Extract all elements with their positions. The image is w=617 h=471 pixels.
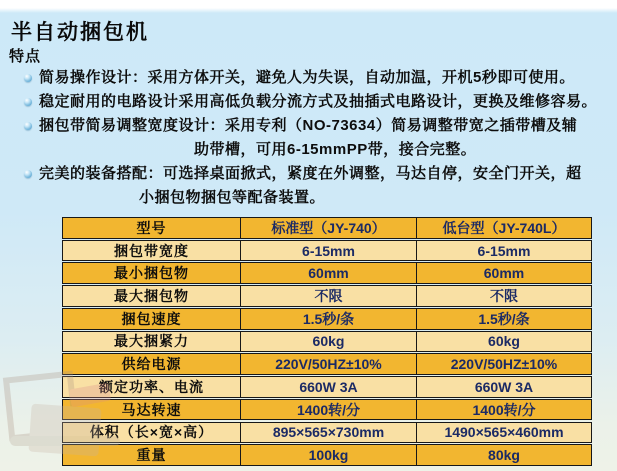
- value-cell: 60kg: [240, 332, 416, 352]
- header-cell-low-table-type: 低台型（JY-740L）: [416, 218, 591, 238]
- row-label-cell: 最小捆包物: [114, 265, 189, 282]
- table-row: [62, 422, 592, 444]
- value-cell: 895×565×730mm: [240, 423, 416, 443]
- table-row: [62, 240, 592, 262]
- feature-item: [24, 66, 604, 90]
- value-cell: 1400转/分: [240, 400, 416, 420]
- value-cell: 1400转/分: [416, 400, 591, 420]
- row-label-cell: 体积（长×宽×高）: [89, 424, 214, 441]
- row-label-cell: 最大捆紧力: [114, 333, 189, 350]
- table-row: [62, 285, 592, 307]
- feature-item: [24, 162, 604, 210]
- table-header-row: [62, 217, 592, 239]
- feature-item: [24, 114, 604, 162]
- table-row: [62, 399, 592, 421]
- bullet-dot-icon: [24, 122, 32, 130]
- value-cell: 220V/50HZ±10%: [416, 354, 591, 374]
- table-row: [62, 262, 592, 284]
- value-cell: 60mm: [240, 263, 416, 283]
- feature-line: 稳定耐用的电路设计采用高低负载分流方式及抽插式电路设计，更换及维修容易。: [39, 93, 598, 110]
- table-row: [62, 353, 592, 375]
- table-row: [62, 376, 592, 398]
- bullet-dot-icon: [24, 74, 32, 82]
- feature-item: [24, 90, 604, 114]
- value-cell: 1.5秒/条: [416, 309, 591, 329]
- bullet-dot-icon: [24, 170, 32, 178]
- value-cell: 60kg: [416, 332, 591, 352]
- value-cell: 6-15mm: [416, 241, 591, 261]
- header-cell-standard-type: 标准型（JY-740）: [240, 218, 416, 238]
- feature-line: 助带槽，可用6-15mmPP带，接合完整。: [194, 141, 477, 158]
- spec-table: [62, 217, 592, 466]
- row-label-cell: 供给电源: [121, 356, 182, 373]
- feature-list: [24, 66, 604, 210]
- value-cell: 6-15mm: [240, 241, 416, 261]
- feature-line: 捆包带简易调整宽度设计：采用专利（NO-73634）简易调整带宽之插带槽及辅: [39, 117, 578, 134]
- feature-line: 完美的装备搭配：可选择桌面掀式，紧度在外调整，马达自停，安全门开关，超: [39, 165, 582, 182]
- value-cell: 1490×565×460mm: [416, 423, 591, 443]
- features-heading: 特点: [9, 48, 42, 65]
- feature-line: 小捆包物捆包等配备装置。: [139, 189, 326, 206]
- value-cell: 220V/50HZ±10%: [240, 354, 416, 374]
- bullet-dot-icon: [24, 98, 32, 106]
- row-label-cell: 捆包速度: [121, 310, 182, 327]
- value-cell: 60mm: [416, 263, 591, 283]
- table-row: [62, 444, 592, 466]
- value-cell: 660W 3A: [416, 377, 591, 397]
- feature-line: 简易操作设计：采用方体开关，避免人为失误，自动加温，开机5秒即可使用。: [39, 69, 575, 86]
- row-label-cell: 重量: [136, 447, 167, 464]
- value-cell: 100kg: [240, 445, 416, 465]
- table-row: [62, 331, 592, 353]
- value-cell: 不限: [416, 286, 591, 306]
- row-label-cell: 最大捆包物: [114, 288, 189, 304]
- row-label-cell: 马达转速: [121, 401, 182, 418]
- page-title: 半自动捆包机: [11, 21, 149, 44]
- row-label-cell: 捆包带宽度: [114, 242, 189, 259]
- table-row: [62, 308, 592, 330]
- value-cell: 660W 3A: [240, 377, 416, 397]
- header-cell-model: 型号: [136, 219, 167, 236]
- value-cell: 1.5秒/条: [240, 309, 416, 329]
- value-cell: 不限: [240, 286, 416, 306]
- value-cell: 80kg: [416, 445, 591, 465]
- row-label-cell: 额定功率、电流: [99, 378, 204, 395]
